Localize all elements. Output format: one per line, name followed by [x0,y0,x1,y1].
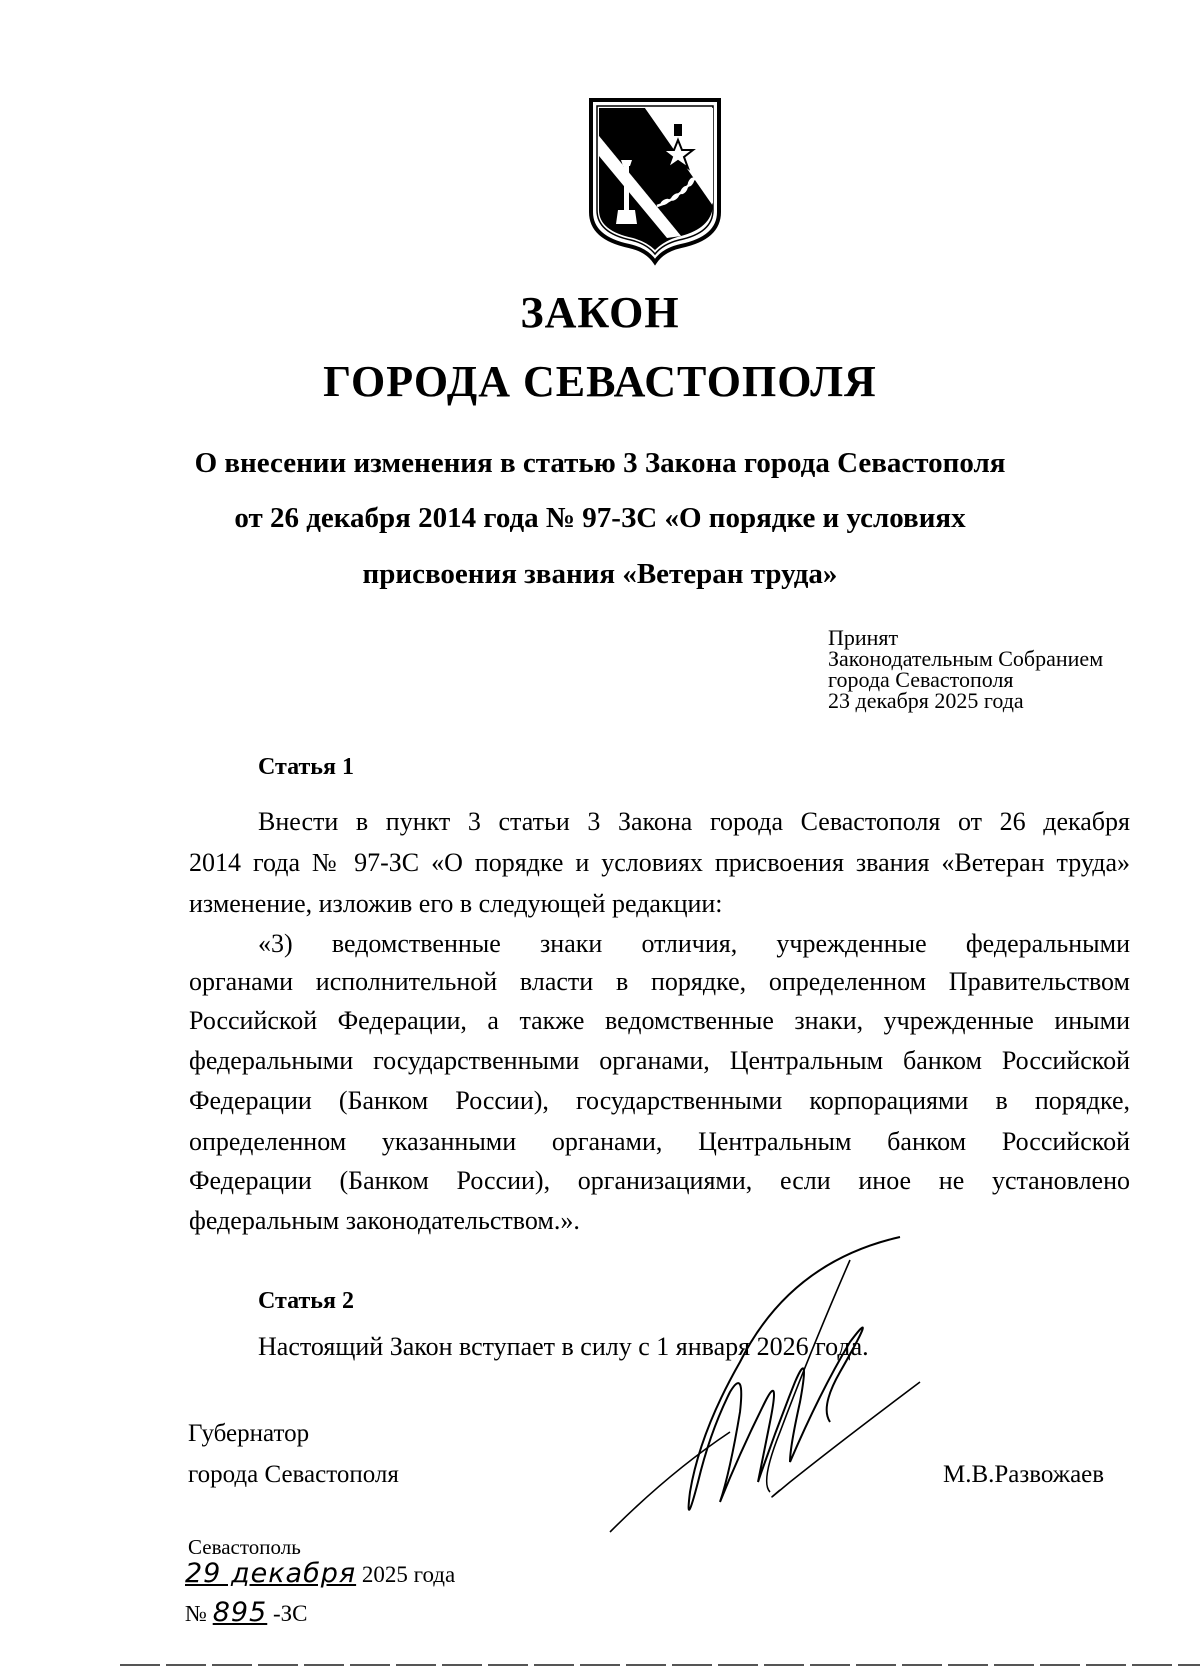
article-1-line: Федерации (Банком России), организациями, если иное не установлено [189,1166,1130,1195]
article-2-text: Настоящий Закон вступает в силу с 1 января 2026 года. [258,1332,869,1361]
law-title: ЗАКОН [520,288,680,337]
place-of-signing: Севастополь [188,1535,301,1559]
article-1-line: Федерации (Банком России), государственными корпорациями в порядке, [189,1086,1130,1115]
article-1-line: федеральными государственными органами, Центральным банком Российской [189,1046,1130,1075]
adoption-date: 23 декабря 2025 года [828,688,1024,713]
law-number [185,1597,308,1628]
law-issuer: ГОРОДА СЕВАСТОПОЛЯ [323,357,877,406]
article-1-line: «3) ведомственные знаки отличия, учрежденные федеральными [258,929,1130,958]
article-1-line: Российской Федерации, а также ведомственные знаки, учрежденные иными [189,1006,1130,1035]
signatory-position-city: города Севастополя [188,1461,399,1488]
law-subtitle-line-2: от 26 декабря 2014 года № 97-ЗС «О порядке и условиях [234,502,966,534]
page-bottom-rule [0,1664,1200,1666]
adoption-line: города Севастополя [828,667,1014,692]
adoption-line: Законодательным Собранием [828,646,1104,671]
signatory-position: Губернатор [188,1420,310,1447]
article-1-line: определенном указанными органами, Центральным банком Российской [189,1127,1130,1156]
law-subtitle-line-3: присвоения звания «Ветеран труда» [362,558,838,590]
signing-date [185,1558,455,1589]
article-2-heading: Статья 2 [258,1288,354,1314]
signatory-name: М.В.Развожаев [943,1461,1105,1488]
adoption-line: Принят [828,625,899,650]
article-1-line: Внести в пункт 3 статьи 3 Закона города Севастополя от 26 декабря [258,807,1130,836]
article-1-line: органами исполнительной власти в порядке, определенном Правительством [189,967,1130,996]
adoption-block [828,627,1103,711]
sevastopol-coat-of-arms-icon [585,96,725,266]
article-1-line: 2014 года № 97-ЗС «О порядке и условиях присвоения звания «Ветеран труда» [189,848,1130,877]
handwritten-number: 895 [212,1597,268,1628]
number-suffix: -ЗС [273,1601,308,1626]
signing-year: 2025 года [361,1562,456,1587]
article-1-heading: Статья 1 [258,754,354,780]
article-1-line: федеральным законодательством.». [189,1206,580,1235]
handwritten-signature [590,1232,940,1562]
article-1-line: изменение, изложив его в следующей редакции: [189,889,723,918]
number-sign: № [185,1601,207,1626]
law-subtitle-line-1: О внесении изменения в статью 3 Закона города Севастополя [194,447,1006,479]
handwritten-date: 29 декабря [185,1558,357,1589]
